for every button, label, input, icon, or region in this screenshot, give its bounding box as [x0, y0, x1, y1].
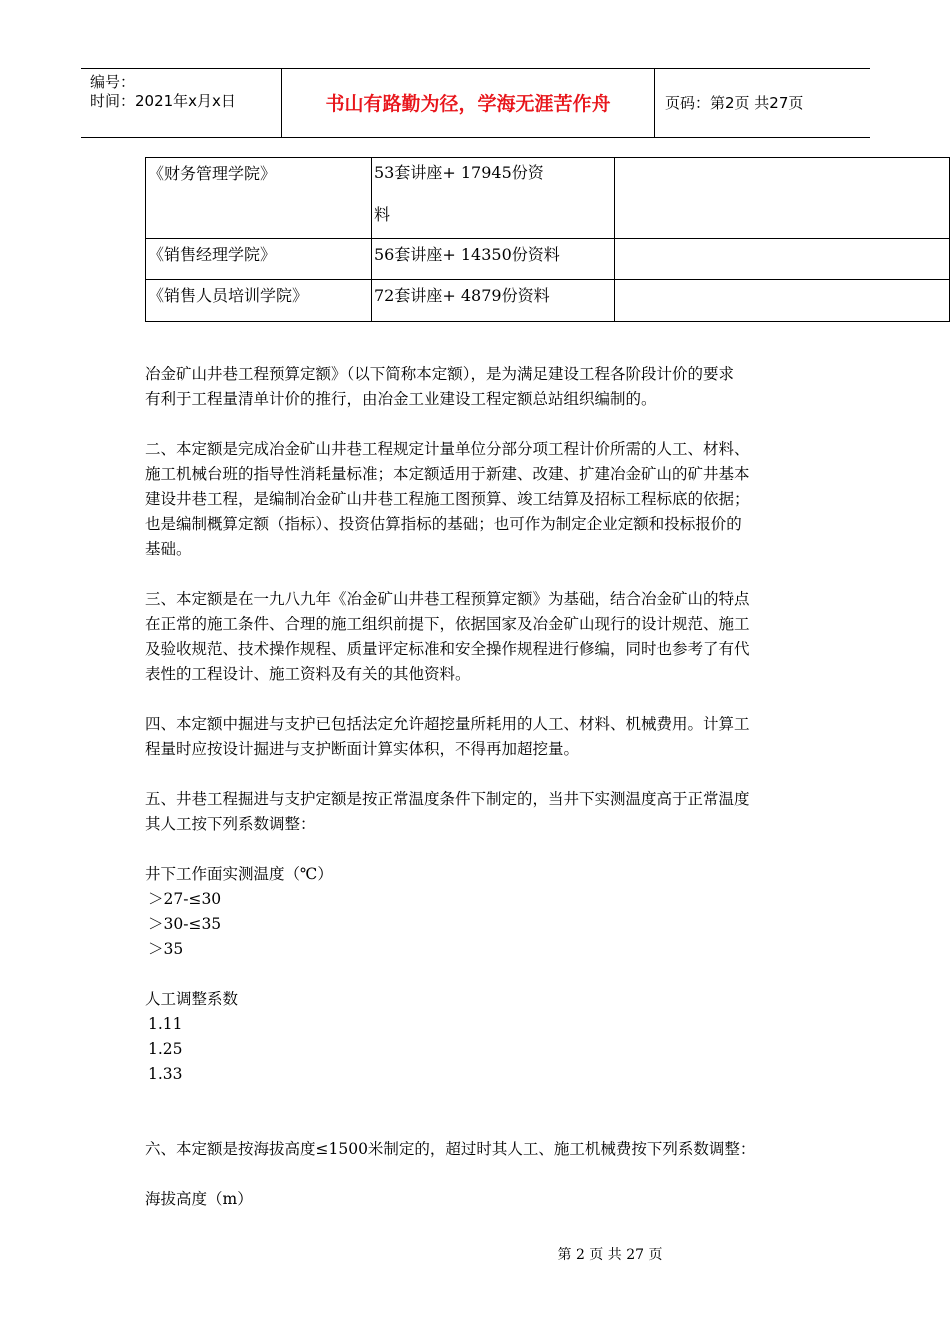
- paragraph-3: [145, 587, 810, 687]
- text-line: 有利于工程量清单计价的推行，由冶金工业建设工程定额总站组织编制的。: [145, 390, 657, 408]
- footer-page-number: 第 2 页 共 27 页: [557, 1247, 663, 1263]
- page-footer: [0, 1246, 950, 1264]
- extra-cell: [615, 239, 949, 245]
- course-table: [145, 157, 950, 322]
- header-motto-cell: [282, 69, 655, 137]
- header-left-cell: [81, 69, 282, 137]
- extra-cell: [615, 280, 949, 286]
- coefficient-label: 人工调整系数: [145, 990, 239, 1008]
- text-line: 五、井巷工程掘进与支护定额是按正常温度条件下制定的，当井下实测温度高于正常温度: [145, 790, 750, 808]
- course-name: 《销售人员培训学院》: [148, 286, 309, 305]
- text-line: 建设井巷工程，是编制冶金矿山井巷工程施工图预算、竣工结算及招标工程标底的依据；: [145, 490, 750, 508]
- coefficient-value: 1.33: [148, 1065, 183, 1083]
- text-line: 表性的工程设计、施工资料及有关的其他资料。: [145, 665, 471, 683]
- table-row: [146, 280, 950, 322]
- course-content: 56套讲座+ 14350份资料: [374, 245, 560, 264]
- table-cell: [146, 280, 372, 322]
- extra-cell: [615, 158, 949, 164]
- paragraph-4: [145, 712, 810, 762]
- time-label: 时间：2021年x月x日: [90, 92, 236, 110]
- text-line: 在正常的施工条件、合理的施工组织前提下，依据国家及冶金矿山现行的设计规范、施工: [145, 615, 750, 633]
- paragraph-intro: [145, 362, 810, 412]
- text-line: 冶金矿山井巷工程预算定额》（以下简称本定额），是为满足建设工程各阶段计价的要求: [145, 365, 735, 383]
- table-cell: [372, 239, 615, 280]
- table-cell: [615, 239, 950, 280]
- table-cell: [146, 239, 372, 280]
- table-cell: [146, 158, 372, 239]
- text-line: 程量时应按设计掘进与支护断面计算实体积，不得再加超挖量。: [145, 740, 580, 758]
- temperature-range: ＞27-≤30: [148, 890, 222, 908]
- table-cell: [615, 158, 950, 239]
- motto: 书山有路勤为径，学海无涯苦作舟: [325, 93, 611, 115]
- coefficient-value: 1.11: [148, 1015, 183, 1033]
- altitude-label: 海拔高度（m）: [145, 1190, 253, 1208]
- temperature-range: ＞35: [148, 940, 184, 958]
- number-label: 编号：: [90, 73, 136, 91]
- table-cell: [372, 158, 615, 239]
- header-page-cell: [655, 69, 870, 137]
- table-row: [146, 239, 950, 280]
- temperature-range: ＞30-≤35: [148, 915, 222, 933]
- page-info: 页码：第2页 共27页: [665, 94, 804, 112]
- text-line: 基础。: [145, 540, 192, 558]
- text-line: 及验收规范、技术操作规程、质量评定标准和安全操作规程进行修编，同时也参考了有代: [145, 640, 750, 658]
- text-line: 二、本定额是完成冶金矿山井巷工程规定计量单位分部分项工程计价所需的人工、材料、: [145, 440, 750, 458]
- course-name: 《销售经理学院》: [148, 245, 277, 264]
- table-cell: [615, 280, 950, 322]
- table-row: [146, 158, 950, 239]
- page-header: [81, 68, 870, 138]
- coefficient-value: 1.25: [148, 1040, 183, 1058]
- table-cell: [372, 280, 615, 322]
- text-line: 三、本定额是在一九八九年《冶金矿山井巷工程预算定额》为基础，结合冶金矿山的特点: [145, 590, 750, 608]
- document-body: [145, 362, 810, 1212]
- temperature-label: 井下工作面实测温度（℃）: [145, 865, 333, 883]
- text-line: 施工机械台班的指导性消耗量标准；本定额适用于新建、改建、扩建冶金矿山的矿井基本: [145, 465, 750, 483]
- paragraph-6: 六、本定额是按海拔高度≤1500米制定的，超过时其人工、施工机械费按下列系数调整：: [145, 1140, 756, 1158]
- text-line: 也是编制概算定额（指标）、投资估算指标的基础；也可作为制定企业定额和投标报价的: [145, 515, 742, 533]
- text-line: 四、本定额中掘进与支护已包括法定允许超挖量所耗用的人工、材料、机械费用。计算工: [145, 715, 750, 733]
- course-name: 《财务管理学院》: [148, 164, 277, 183]
- text-line: 其人工按下列系数调整：: [145, 815, 316, 833]
- paragraph-2: [145, 437, 810, 562]
- course-content: 72套讲座+ 4879份资料: [374, 286, 550, 305]
- course-content: [372, 152, 614, 236]
- paragraph-5: [145, 787, 810, 837]
- content-line: 53套讲座+ 17945份资: [374, 163, 544, 182]
- content-line: 料: [374, 205, 391, 224]
